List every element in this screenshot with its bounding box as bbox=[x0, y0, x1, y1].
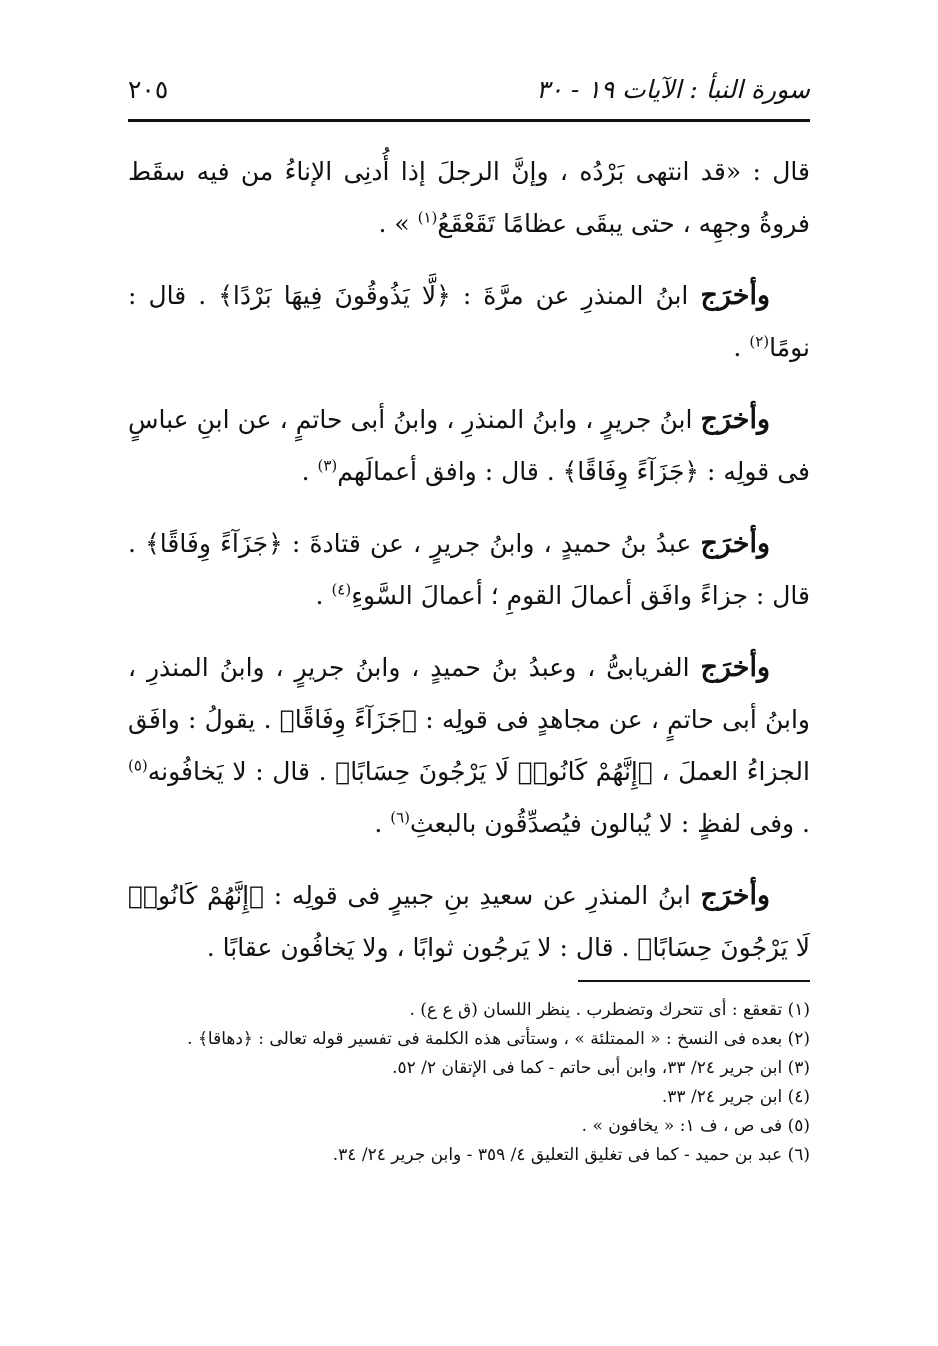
footnote-ref-6: (٦) bbox=[390, 808, 410, 827]
paragraph-tail: . bbox=[374, 809, 391, 838]
paragraph-lead: وأخرَج bbox=[700, 652, 770, 683]
footnote-ref-5: (٥) bbox=[128, 756, 148, 775]
footnote-ref-2: (٢) bbox=[749, 332, 770, 351]
paragraph-tail: . bbox=[733, 333, 750, 362]
paragraph-text: الفريابىُّ ، وعبدُ بنُ حميدٍ ، وابنُ جريرٍ ، وابنُ المنذرِ ، وابنُ أبى حاتمٍ ، عن مجاهدٍ فى قولِه : ﴿جَزَآءً وِفَاقًا﴾ . يقولُ : وافَق الجزاءُ العملَ ، ﴿إِنَّهُمْ كَانُوا۟ لَا يَرْجُونَ حِسَابًا﴾ . قال : لا يَخافُونه bbox=[128, 653, 810, 786]
footnote-2: (٢) بعده فى النسخ : « الممتلئة » ، وستأتى هذه الكلمة فى تفسير قوله تعالى : ﴿دهاقا﴾ . bbox=[187, 1029, 810, 1049]
header-divider bbox=[128, 119, 810, 122]
paragraph-3 bbox=[128, 394, 810, 498]
footnotes bbox=[128, 996, 810, 1170]
footnote-5: (٥) فى ص ، ف ١: « يخافون » . bbox=[581, 1116, 810, 1136]
footnote-ref-1: (١) bbox=[417, 208, 438, 227]
footnote-6: (٦) عبد بن حميد - كما فى تغليق التعليق ٤/ ٣٥٩ - وابن جرير ٢٤/ ٣٤. bbox=[332, 1145, 810, 1165]
footnote-3: (٣) ابن جرير ٢٤/ ٣٣، وابن أبى حاتم - كما فى الإتقان ٢/ ٥٢. bbox=[392, 1058, 810, 1078]
page-number: ٢٠٥ bbox=[128, 75, 169, 104]
paragraph-4 bbox=[128, 518, 810, 622]
footnote-divider bbox=[578, 980, 810, 982]
paragraph-lead: وأخرَج bbox=[700, 880, 770, 911]
footnote-ref-3: (٣) bbox=[317, 456, 338, 475]
paragraph-tail: . bbox=[301, 457, 318, 486]
page-header bbox=[128, 72, 810, 112]
paragraph-text: ابنُ المنذرِ عن سعيدِ بنِ جبيرٍ فى قولِه : ﴿إِنَّهُمْ كَانُوا۟ لَا يَرْجُونَ حِسَابًا﴾ . قال : لا يَرجُون ثوابًا ، ولا يَخافُون عقابًا . bbox=[128, 881, 810, 962]
footnote-1: (١) تقعقع : أى تتحرك وتضطرب . ينظر اللسان (ق ع ع) . bbox=[409, 1000, 810, 1020]
paragraph-tail: . bbox=[315, 581, 332, 610]
paragraph-1 bbox=[128, 146, 810, 250]
paragraph-tail: » . bbox=[378, 209, 418, 238]
main-text bbox=[128, 146, 810, 994]
paragraph-2 bbox=[128, 270, 810, 374]
paragraph-lead: وأخرَج bbox=[700, 404, 770, 435]
paragraph-tail: . وفى لفظٍ : لا يُبالون فيُصدِّقُون بالبعثِ bbox=[410, 809, 810, 838]
paragraph-text: ابنُ المنذرِ عن مرَّةَ : ﴿لَّا يَذُوقُونَ فِيهَا بَرْدًا﴾ . قال : نومًا bbox=[128, 281, 810, 362]
paragraph-lead: وأخرَج bbox=[700, 528, 770, 559]
paragraph-text: قال : «قد انتهى بَرْدُه ، وإنَّ الرجلَ إذا أُدنِى الإناءُ من فيه سقَط فروةُ وجهِه ، حتى يبقَى عظامًا تَقَعْقَعُ bbox=[128, 157, 810, 238]
paragraph-text: عبدُ بنُ حميدٍ ، وابنُ جريرٍ ، عن قتادةَ : ﴿جَزَآءً وِفَاقًا﴾ . قال : جزاءً وافَق أعمالَ القومِ ؛ أعمالَ السَّوءِ bbox=[128, 529, 810, 610]
footnote-ref-4: (٤) bbox=[331, 580, 352, 599]
paragraph-5 bbox=[128, 642, 810, 850]
paragraph-6 bbox=[128, 870, 810, 974]
paragraph-lead: وأخرَج bbox=[700, 280, 770, 311]
running-title: سورة النبأ : الآيات ١٩ - ٣٠ bbox=[536, 75, 810, 104]
footnote-4: (٤) ابن جرير ٢٤/ ٣٣. bbox=[661, 1087, 810, 1107]
paragraph-text: ابنُ جريرٍ ، وابنُ المنذرِ ، وابنُ أبى حاتمٍ ، عن ابنِ عباسٍ فى قولِه : ﴿جَزَآءً وِفَاقًا﴾ . قال : وافق أعمالَهم bbox=[128, 405, 810, 486]
